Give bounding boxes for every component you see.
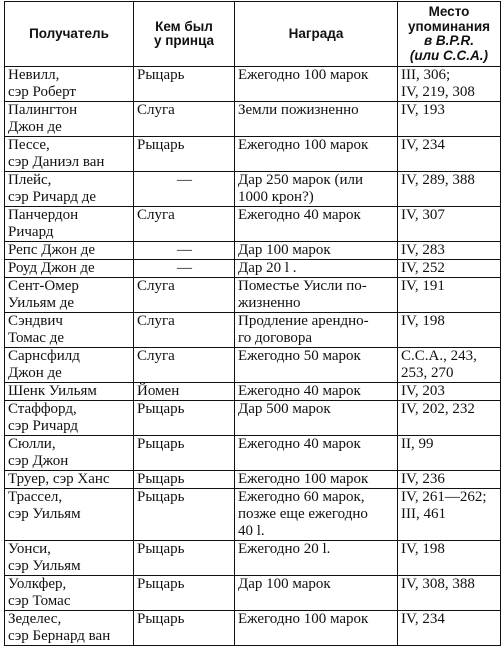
header-place-line1: Место bbox=[428, 4, 470, 19]
cell-award bbox=[235, 471, 398, 489]
cell-role-text: Слуга bbox=[137, 348, 175, 364]
cell-award bbox=[235, 242, 398, 260]
cell-reference-text: IV, 234 bbox=[401, 137, 445, 153]
cell-role bbox=[134, 401, 235, 436]
cell-role-text: — bbox=[177, 242, 192, 258]
cell-award-text: Земли пожизненно bbox=[238, 102, 359, 118]
cell-reference-text: IV, 289, 388 bbox=[401, 172, 475, 188]
cell-recipient bbox=[5, 67, 134, 102]
cell-recipient bbox=[5, 172, 134, 207]
cell-reference bbox=[398, 576, 501, 611]
cell-role bbox=[134, 436, 235, 471]
cell-recipient-text: Плейс, bbox=[8, 172, 52, 188]
cell-award bbox=[235, 348, 398, 383]
cell-recipient bbox=[5, 383, 134, 401]
cell-award bbox=[235, 541, 398, 576]
cell-award-text: Ежегодно 40 марок bbox=[238, 436, 361, 452]
grants-table bbox=[4, 1, 501, 646]
cell-role bbox=[134, 383, 235, 401]
cell-role bbox=[134, 137, 235, 172]
cell-recipient-text: Сэндвич bbox=[8, 313, 63, 329]
cell-recipient-text: Томас де bbox=[8, 330, 64, 346]
cell-reference bbox=[398, 611, 501, 646]
cell-role-text: Рыцарь bbox=[137, 401, 185, 417]
cell-role bbox=[134, 611, 235, 646]
header-award-text: Награда bbox=[288, 25, 344, 41]
cell-award-text: Ежегодно 100 марок bbox=[238, 137, 369, 153]
cell-reference-text: IV, 203 bbox=[401, 383, 445, 399]
table-row bbox=[5, 471, 501, 489]
cell-award bbox=[235, 102, 398, 137]
cell-recipient-text: Джон де bbox=[8, 365, 62, 381]
cell-recipient-text: сэр Томас bbox=[8, 593, 71, 609]
cell-reference bbox=[398, 383, 501, 401]
cell-award-text: Дар 100 марок bbox=[238, 242, 331, 258]
cell-award-text: 40 l. bbox=[238, 523, 265, 539]
cell-recipient bbox=[5, 576, 134, 611]
cell-reference-text: IV, 234 bbox=[401, 611, 445, 627]
header-row bbox=[5, 2, 501, 67]
cell-recipient bbox=[5, 611, 134, 646]
cell-role-text: Рыцарь bbox=[137, 67, 185, 83]
cell-award-text: Ежегодно 40 марок bbox=[238, 383, 361, 399]
cell-reference bbox=[398, 348, 501, 383]
cell-recipient bbox=[5, 489, 134, 541]
cell-award-text: Ежегодно 100 марок bbox=[238, 611, 369, 627]
cell-recipient bbox=[5, 137, 134, 172]
table-row bbox=[5, 576, 501, 611]
cell-award bbox=[235, 172, 398, 207]
header-place-line2: упоминания bbox=[407, 18, 490, 34]
header-recipient-text: Получатель bbox=[29, 25, 109, 41]
cell-role bbox=[134, 207, 235, 242]
cell-role-text: Слуга bbox=[137, 102, 175, 118]
cell-recipient-text: Палингтон bbox=[8, 102, 78, 118]
table-row bbox=[5, 278, 501, 313]
cell-award-text: Ежегодно 40 марок bbox=[238, 207, 361, 223]
cell-award bbox=[235, 576, 398, 611]
cell-role bbox=[134, 67, 235, 102]
cell-role bbox=[134, 242, 235, 260]
cell-recipient bbox=[5, 278, 134, 313]
cell-reference bbox=[398, 471, 501, 489]
cell-award bbox=[235, 436, 398, 471]
cell-recipient-text: Трассел, bbox=[8, 489, 63, 505]
cell-role bbox=[134, 313, 235, 348]
cell-award bbox=[235, 401, 398, 436]
cell-role-text: Рыцарь bbox=[137, 436, 185, 452]
cell-role bbox=[134, 260, 235, 278]
cell-reference-text: II, 99 bbox=[401, 436, 434, 452]
cell-reference bbox=[398, 489, 501, 541]
cell-role-text: Рыцарь bbox=[137, 541, 185, 557]
header-place-line3: в B.P.R. bbox=[424, 33, 474, 48]
cell-reference bbox=[398, 313, 501, 348]
table-body bbox=[5, 67, 501, 646]
cell-role-text: Рыцарь bbox=[137, 471, 185, 487]
cell-award bbox=[235, 207, 398, 242]
cell-award bbox=[235, 260, 398, 278]
cell-recipient-text: сэр Уильям bbox=[8, 558, 81, 574]
cell-reference-text: IV, 252 bbox=[401, 260, 445, 276]
cell-reference-text: IV, 193 bbox=[401, 102, 445, 118]
table-row bbox=[5, 348, 501, 383]
cell-role bbox=[134, 576, 235, 611]
cell-recipient-text: Труер, сэр Ханс bbox=[8, 471, 110, 487]
cell-reference-text: IV, 236 bbox=[401, 471, 445, 487]
cell-award-text: Ежегодно 100 марок bbox=[238, 471, 369, 487]
cell-award-text: го договора bbox=[238, 330, 313, 346]
header-who bbox=[134, 2, 235, 67]
cell-reference bbox=[398, 207, 501, 242]
cell-award-text: Дар 100 марок bbox=[238, 576, 331, 592]
cell-recipient bbox=[5, 313, 134, 348]
cell-role-text: — bbox=[177, 172, 192, 188]
cell-award bbox=[235, 137, 398, 172]
cell-reference-text: IV, 198 bbox=[401, 313, 445, 329]
cell-recipient-text: Зеделес, bbox=[8, 611, 62, 627]
cell-reference-text: IV, 202, 232 bbox=[401, 401, 475, 417]
table-row bbox=[5, 207, 501, 242]
cell-award-text: Дар 20 l . bbox=[238, 260, 297, 276]
cell-reference bbox=[398, 172, 501, 207]
cell-award bbox=[235, 383, 398, 401]
cell-award-text: жизненно bbox=[238, 295, 301, 311]
cell-recipient-text: Невилл, bbox=[8, 67, 60, 83]
cell-role-text: Рыцарь bbox=[137, 137, 185, 153]
table-row bbox=[5, 541, 501, 576]
header-place-line4: (или C.C.A.) bbox=[409, 47, 489, 63]
cell-reference-text: 253, 270 bbox=[401, 365, 454, 381]
cell-recipient bbox=[5, 471, 134, 489]
cell-award bbox=[235, 67, 398, 102]
cell-role-text: Слуга bbox=[137, 313, 175, 329]
cell-role bbox=[134, 172, 235, 207]
cell-recipient-text: Уонси, bbox=[8, 541, 51, 557]
cell-reference bbox=[398, 137, 501, 172]
cell-reference bbox=[398, 67, 501, 102]
cell-recipient-text: Стаффорд, bbox=[8, 401, 77, 417]
cell-reference bbox=[398, 278, 501, 313]
cell-recipient-text: сэр Ричард bbox=[8, 418, 79, 434]
cell-role-text: Слуга bbox=[137, 278, 175, 294]
table-row bbox=[5, 313, 501, 348]
cell-role-text: Рыцарь bbox=[137, 489, 185, 505]
header-recipient bbox=[5, 2, 134, 67]
table-row bbox=[5, 67, 501, 102]
cell-reference bbox=[398, 541, 501, 576]
cell-award-text: Ежегодно 50 марок bbox=[238, 348, 361, 364]
cell-recipient-text: Уолкфер, bbox=[8, 576, 67, 592]
cell-award-text: Дар 250 марок (или bbox=[238, 172, 364, 188]
cell-recipient-text: Репс Джон де bbox=[8, 242, 96, 258]
cell-reference-text: IV, 283 bbox=[401, 242, 445, 258]
cell-award bbox=[235, 278, 398, 313]
cell-recipient bbox=[5, 207, 134, 242]
cell-award-text: Поместье Уисли по- bbox=[238, 278, 367, 294]
cell-award bbox=[235, 489, 398, 541]
cell-recipient-text: Джон де bbox=[8, 119, 62, 135]
cell-recipient bbox=[5, 348, 134, 383]
header-award bbox=[235, 2, 398, 67]
cell-recipient-text: сэр Даниэл ван bbox=[8, 154, 105, 170]
cell-role-text: Рыцарь bbox=[137, 611, 185, 627]
cell-reference-text: III, 306; bbox=[401, 67, 451, 83]
table-row bbox=[5, 383, 501, 401]
cell-reference bbox=[398, 260, 501, 278]
cell-award-text: Продление арендно- bbox=[238, 313, 369, 329]
cell-award bbox=[235, 611, 398, 646]
cell-reference-text: IV, 261—262; bbox=[401, 489, 487, 505]
cell-recipient-text: Пессе, bbox=[8, 137, 50, 153]
table-header bbox=[5, 2, 501, 67]
cell-recipient-text: Роуд Джон де bbox=[8, 260, 95, 276]
cell-award-text: Ежегодно 20 l. bbox=[238, 541, 331, 557]
cell-role bbox=[134, 489, 235, 541]
cell-reference-text: IV, 308, 388 bbox=[401, 576, 475, 592]
cell-award bbox=[235, 313, 398, 348]
header-who-line2: у принца bbox=[153, 33, 215, 48]
cell-recipient-text: Шенк Уильям bbox=[8, 383, 97, 399]
header-who-line1: Кем был bbox=[155, 18, 213, 34]
cell-recipient bbox=[5, 260, 134, 278]
cell-role bbox=[134, 102, 235, 137]
cell-role bbox=[134, 541, 235, 576]
cell-reference bbox=[398, 401, 501, 436]
cell-recipient-text: сэр Джон bbox=[8, 453, 69, 469]
cell-role-text: Йомен bbox=[137, 383, 180, 399]
cell-reference-text: C.C.A., 243, bbox=[401, 348, 477, 364]
cell-recipient-text: сэр Бернард ван bbox=[8, 628, 111, 644]
cell-reference-text: III, 461 bbox=[401, 506, 446, 522]
cell-reference-text: IV, 307 bbox=[401, 207, 445, 223]
cell-recipient-text: Панчердон bbox=[8, 207, 79, 223]
table-row bbox=[5, 436, 501, 471]
cell-role bbox=[134, 471, 235, 489]
cell-recipient bbox=[5, 102, 134, 137]
table-row bbox=[5, 401, 501, 436]
cell-recipient-text: Сюлли, bbox=[8, 436, 56, 452]
cell-role bbox=[134, 278, 235, 313]
table-row bbox=[5, 489, 501, 541]
cell-recipient bbox=[5, 436, 134, 471]
cell-recipient-text: сэр Роберт bbox=[8, 84, 76, 100]
table-row bbox=[5, 611, 501, 646]
cell-reference-text: IV, 219, 308 bbox=[401, 84, 475, 100]
cell-role-text: Слуга bbox=[137, 207, 175, 223]
cell-recipient-text: сэр Ричард де bbox=[8, 189, 97, 205]
table-row bbox=[5, 137, 501, 172]
header-place bbox=[398, 2, 501, 67]
cell-recipient-text: сэр Уильям bbox=[8, 506, 81, 522]
cell-award-text: Ежегодно 60 марок, bbox=[238, 489, 365, 505]
cell-award-text: 1000 крон?) bbox=[238, 189, 314, 205]
cell-reference bbox=[398, 436, 501, 471]
table-row bbox=[5, 242, 501, 260]
cell-recipient bbox=[5, 401, 134, 436]
cell-reference-text: IV, 198 bbox=[401, 541, 445, 557]
table-row bbox=[5, 260, 501, 278]
cell-award-text: Ежегодно 100 марок bbox=[238, 67, 369, 83]
cell-award-text: Дар 500 марок bbox=[238, 401, 331, 417]
table-row bbox=[5, 172, 501, 207]
cell-recipient-text: Сарнсфилд bbox=[8, 348, 80, 364]
cell-reference bbox=[398, 102, 501, 137]
cell-reference-text: IV, 191 bbox=[401, 278, 445, 294]
cell-recipient-text: Сент-Омер bbox=[8, 278, 79, 294]
cell-role bbox=[134, 348, 235, 383]
cell-recipient bbox=[5, 541, 134, 576]
cell-role-text: — bbox=[177, 260, 192, 276]
cell-award-text: позже еще ежегодно bbox=[238, 506, 368, 522]
table-row bbox=[5, 102, 501, 137]
cell-recipient-text: Уильям де bbox=[8, 295, 75, 311]
cell-recipient-text: Ричард bbox=[8, 224, 54, 240]
cell-reference bbox=[398, 242, 501, 260]
cell-role-text: Рыцарь bbox=[137, 576, 185, 592]
cell-recipient bbox=[5, 242, 134, 260]
